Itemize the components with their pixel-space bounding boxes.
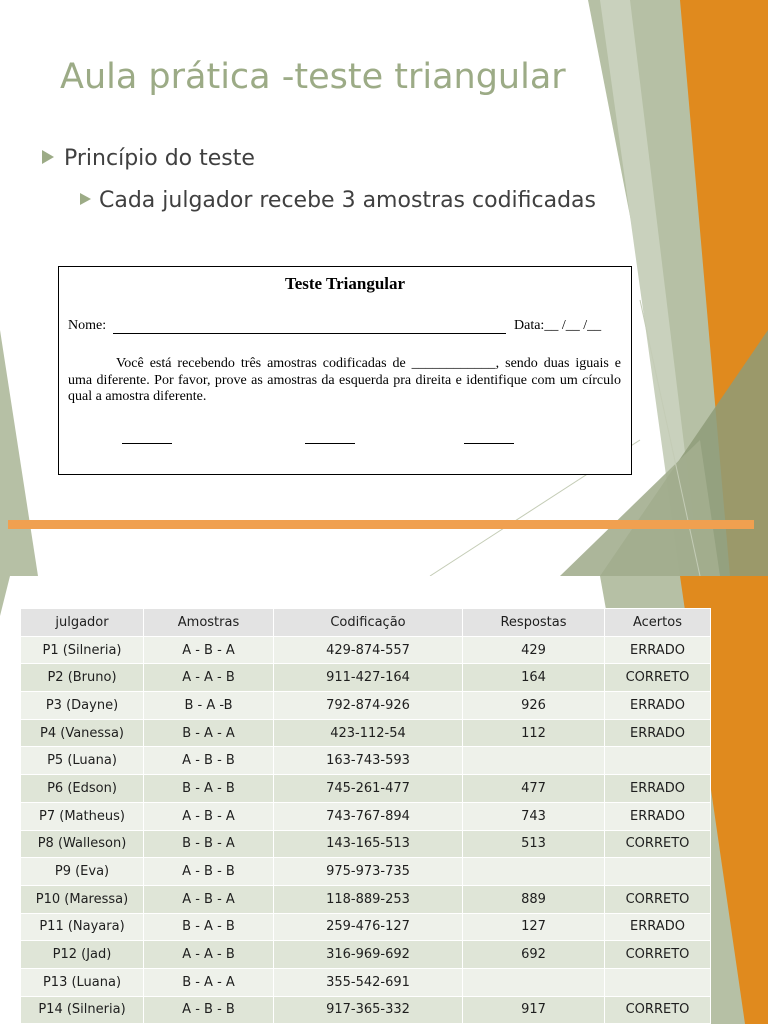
table-row [21, 830, 711, 858]
cell-respostas: 112 [463, 719, 605, 747]
cell-codificacao: 792-874-926 [274, 692, 463, 720]
cell-julgador: P9 (Eva) [21, 858, 144, 886]
slide-title: Aula prática -teste triangular [60, 57, 566, 97]
cell-julgador: P14 (Silneria) [21, 996, 144, 1024]
cell-amostras: B - A -B [144, 692, 274, 720]
header-codificacao: Codificação [274, 609, 463, 637]
bullet-arrow-icon [42, 150, 54, 164]
cell-respostas [463, 858, 605, 886]
orange-divider [8, 520, 754, 529]
bullet-level-1 [42, 146, 255, 171]
cell-respostas: 889 [463, 885, 605, 913]
cell-respostas [463, 747, 605, 775]
form-instructions: Você está recebendo três amostras codificadas de ____________, sendo duas iguais e uma diferente. Por favor, prove as amostras da esquerda pra direita e identifique com um círculo qual a amostra diferente. [68, 356, 621, 404]
cell-respostas: 429 [463, 636, 605, 664]
cell-julgador: P3 (Dayne) [21, 692, 144, 720]
cell-respostas: 926 [463, 692, 605, 720]
bullet-level-2 [80, 188, 596, 213]
cell-julgador: P13 (Luana) [21, 968, 144, 996]
table-row [21, 775, 711, 803]
sample-blank-2 [305, 443, 355, 444]
cell-julgador: P10 (Maressa) [21, 885, 144, 913]
cell-acertos: CORRETO [605, 830, 711, 858]
cell-respostas: 743 [463, 802, 605, 830]
cell-respostas [463, 968, 605, 996]
cell-codificacao: 743-767-894 [274, 802, 463, 830]
cell-respostas: 127 [463, 913, 605, 941]
cell-respostas: 513 [463, 830, 605, 858]
table-row [21, 664, 711, 692]
cell-acertos: CORRETO [605, 941, 711, 969]
cell-codificacao: 316-969-692 [274, 941, 463, 969]
cell-codificacao: 143-165-513 [274, 830, 463, 858]
table-row [21, 802, 711, 830]
cell-acertos: ERRADO [605, 913, 711, 941]
cell-amostras: A - B - B [144, 858, 274, 886]
cell-respostas: 692 [463, 941, 605, 969]
cell-julgador: P12 (Jad) [21, 941, 144, 969]
cell-acertos [605, 747, 711, 775]
bullet-2-text: Cada julgador recebe 3 amostras codificadas [99, 188, 596, 213]
cell-julgador: P8 (Walleson) [21, 830, 144, 858]
cell-codificacao: 429-874-557 [274, 636, 463, 664]
data-label: Data:__ /__ /__ [514, 318, 602, 333]
cell-acertos: CORRETO [605, 664, 711, 692]
header-julgador: julgador [21, 609, 144, 637]
table-row [21, 941, 711, 969]
cell-acertos: CORRETO [605, 885, 711, 913]
results-table [20, 608, 711, 1024]
cell-codificacao: 745-261-477 [274, 775, 463, 803]
table-row [21, 747, 711, 775]
cell-acertos: ERRADO [605, 719, 711, 747]
table-row [21, 858, 711, 886]
cell-codificacao: 423-112-54 [274, 719, 463, 747]
cell-codificacao: 163-743-593 [274, 747, 463, 775]
cell-acertos [605, 968, 711, 996]
header-acertos: Acertos [605, 609, 711, 637]
bullet-1-text: Princípio do teste [64, 146, 255, 171]
cell-julgador: P1 (Silneria) [21, 636, 144, 664]
cell-acertos: ERRADO [605, 692, 711, 720]
cell-amostras: B - A - A [144, 968, 274, 996]
cell-respostas: 917 [463, 996, 605, 1024]
cell-amostras: B - B - A [144, 830, 274, 858]
table-row [21, 719, 711, 747]
table-row [21, 692, 711, 720]
cell-acertos: ERRADO [605, 775, 711, 803]
cell-amostras: A - B - A [144, 636, 274, 664]
cell-respostas: 164 [463, 664, 605, 692]
cell-acertos: ERRADO [605, 802, 711, 830]
sample-blank-3 [464, 443, 514, 444]
triangular-test-form [58, 266, 632, 475]
cell-julgador: P5 (Luana) [21, 747, 144, 775]
cell-julgador: P2 (Bruno) [21, 664, 144, 692]
table-row [21, 885, 711, 913]
nome-underline [113, 333, 506, 334]
cell-amostras: B - A - A [144, 719, 274, 747]
cell-acertos: ERRADO [605, 636, 711, 664]
cell-acertos: CORRETO [605, 996, 711, 1024]
table-row [21, 996, 711, 1024]
cell-codificacao: 355-542-691 [274, 968, 463, 996]
table-row [21, 968, 711, 996]
cell-julgador: P7 (Matheus) [21, 802, 144, 830]
table-header-row [21, 609, 711, 637]
cell-codificacao: 917-365-332 [274, 996, 463, 1024]
bullet-arrow-icon [80, 193, 91, 205]
cell-amostras: B - A - B [144, 913, 274, 941]
cell-amostras: A - B - A [144, 802, 274, 830]
form-title: Teste Triangular [284, 274, 406, 293]
cell-amostras: A - A - B [144, 664, 274, 692]
header-amostras: Amostras [144, 609, 274, 637]
cell-codificacao: 975-973-735 [274, 858, 463, 886]
cell-amostras: A - A - B [144, 941, 274, 969]
header-respostas: Respostas [463, 609, 605, 637]
cell-amostras: A - B - B [144, 747, 274, 775]
cell-amostras: B - A - B [144, 775, 274, 803]
nome-label: Nome: [68, 318, 107, 333]
cell-julgador: P6 (Edson) [21, 775, 144, 803]
sample-blank-1 [122, 443, 172, 444]
cell-codificacao: 911-427-164 [274, 664, 463, 692]
left-sage-shape [0, 330, 38, 576]
cell-julgador: P4 (Vanessa) [21, 719, 144, 747]
cell-codificacao: 118-889-253 [274, 885, 463, 913]
cell-julgador: P11 (Nayara) [21, 913, 144, 941]
cell-codificacao: 259-476-127 [274, 913, 463, 941]
cell-respostas: 477 [463, 775, 605, 803]
cell-acertos [605, 858, 711, 886]
cell-amostras: A - B - B [144, 996, 274, 1024]
table-row [21, 636, 711, 664]
cell-amostras: A - B - A [144, 885, 274, 913]
table-row [21, 913, 711, 941]
